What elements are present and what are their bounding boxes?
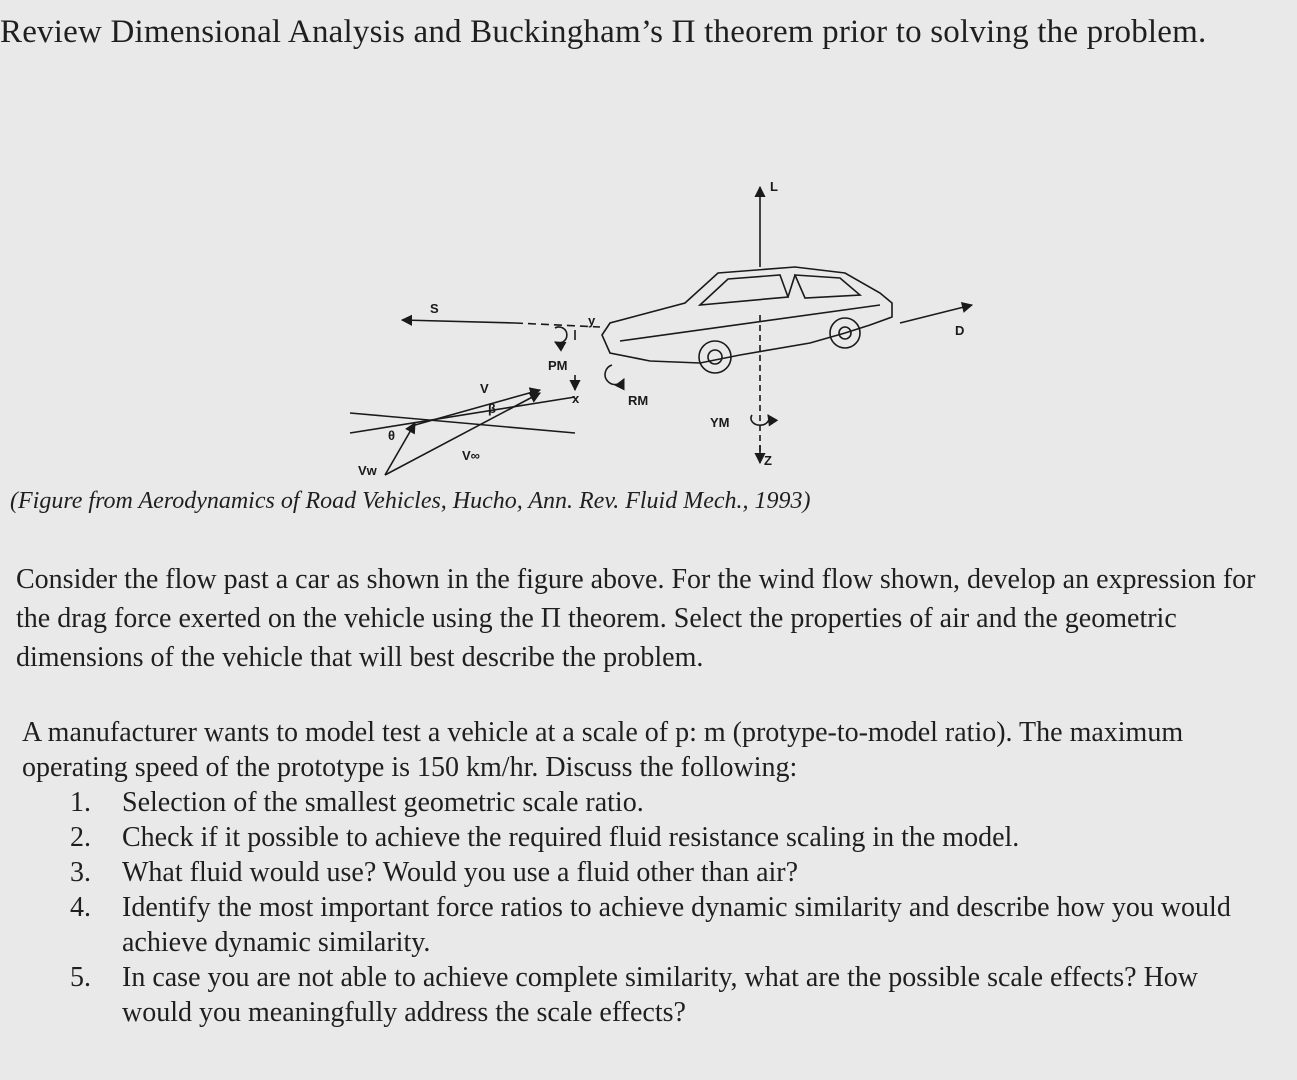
item-text: Selection of the smallest geometric scale ratio. [122, 787, 644, 818]
label-yaw-moment: YM [710, 415, 730, 430]
label-lift: L [770, 179, 778, 194]
item-number: 2. [70, 822, 91, 853]
v-vector [415, 390, 540, 425]
list-item [70, 960, 1270, 1030]
pitch-moment-arrow [555, 327, 567, 343]
label-z: Z [764, 453, 772, 468]
car-aerodynamics-figure [340, 165, 1000, 485]
label-pitch-moment: PM [548, 358, 568, 373]
label-drag: D [955, 323, 965, 338]
item-text: In case you are not able to achieve complete similarity, what are the possible scale effects? How would you meaningfully address the scale effects? [122, 962, 1199, 1028]
page-header: Review Dimensional Analysis and Buckingham’s Π theorem prior to solving the problem. [0, 14, 1207, 50]
label-vw: Vw [358, 463, 377, 478]
model-test-paragraph: A manufacturer wants to model test a vehicle at a scale of p: m (protype-to-model ratio). The maximum operating speed of the prototype is 150 km/hr. Discuss the following: [22, 717, 1184, 783]
label-roll-moment: RM [628, 393, 649, 408]
car-body [602, 267, 892, 363]
item-number: 4. [70, 892, 91, 923]
car-windows [700, 275, 860, 305]
problem-paragraph: Consider the flow past a car as shown in the figure above. For the wind flow shown, develop an expression for the drag force exerted on the vehicle using the Π theorem. Select the properties of air and the geometric dimensions of the vehicle that will best describe the problem. [16, 564, 1256, 673]
label-y: y [588, 313, 596, 328]
list-item [70, 890, 1270, 960]
car-diagram [340, 165, 1000, 485]
item-text: What fluid would use? Would you use a fluid other than air? [122, 857, 799, 888]
label-x: x [572, 391, 580, 406]
label-vinf: V∞ [462, 448, 480, 463]
item-number: 3. [70, 857, 91, 888]
roll-moment-arrow [605, 365, 624, 385]
label-side-force: S [430, 301, 439, 316]
item-text: Identify the most important force ratios to achieve dynamic similarity and describe how you would achieve dynamic similarity. [122, 892, 1231, 958]
list-item [70, 855, 1270, 890]
item-text: Check if it possible to achieve the required fluid resistance scaling in the model. [122, 822, 1020, 853]
label-beta: β [488, 401, 496, 416]
question-list [70, 785, 1270, 1030]
item-number: 1. [70, 787, 91, 818]
side-axis [402, 320, 515, 323]
label-v: V [480, 381, 489, 396]
list-item [70, 785, 1270, 820]
figure-caption: (Figure from Aerodynamics of Road Vehicles, Hucho, Ann. Rev. Fluid Mech., 1993) [10, 488, 811, 514]
drag-axis [900, 305, 972, 323]
item-number: 5. [70, 962, 91, 993]
label-theta: θ [388, 428, 396, 443]
list-item [70, 820, 1270, 855]
